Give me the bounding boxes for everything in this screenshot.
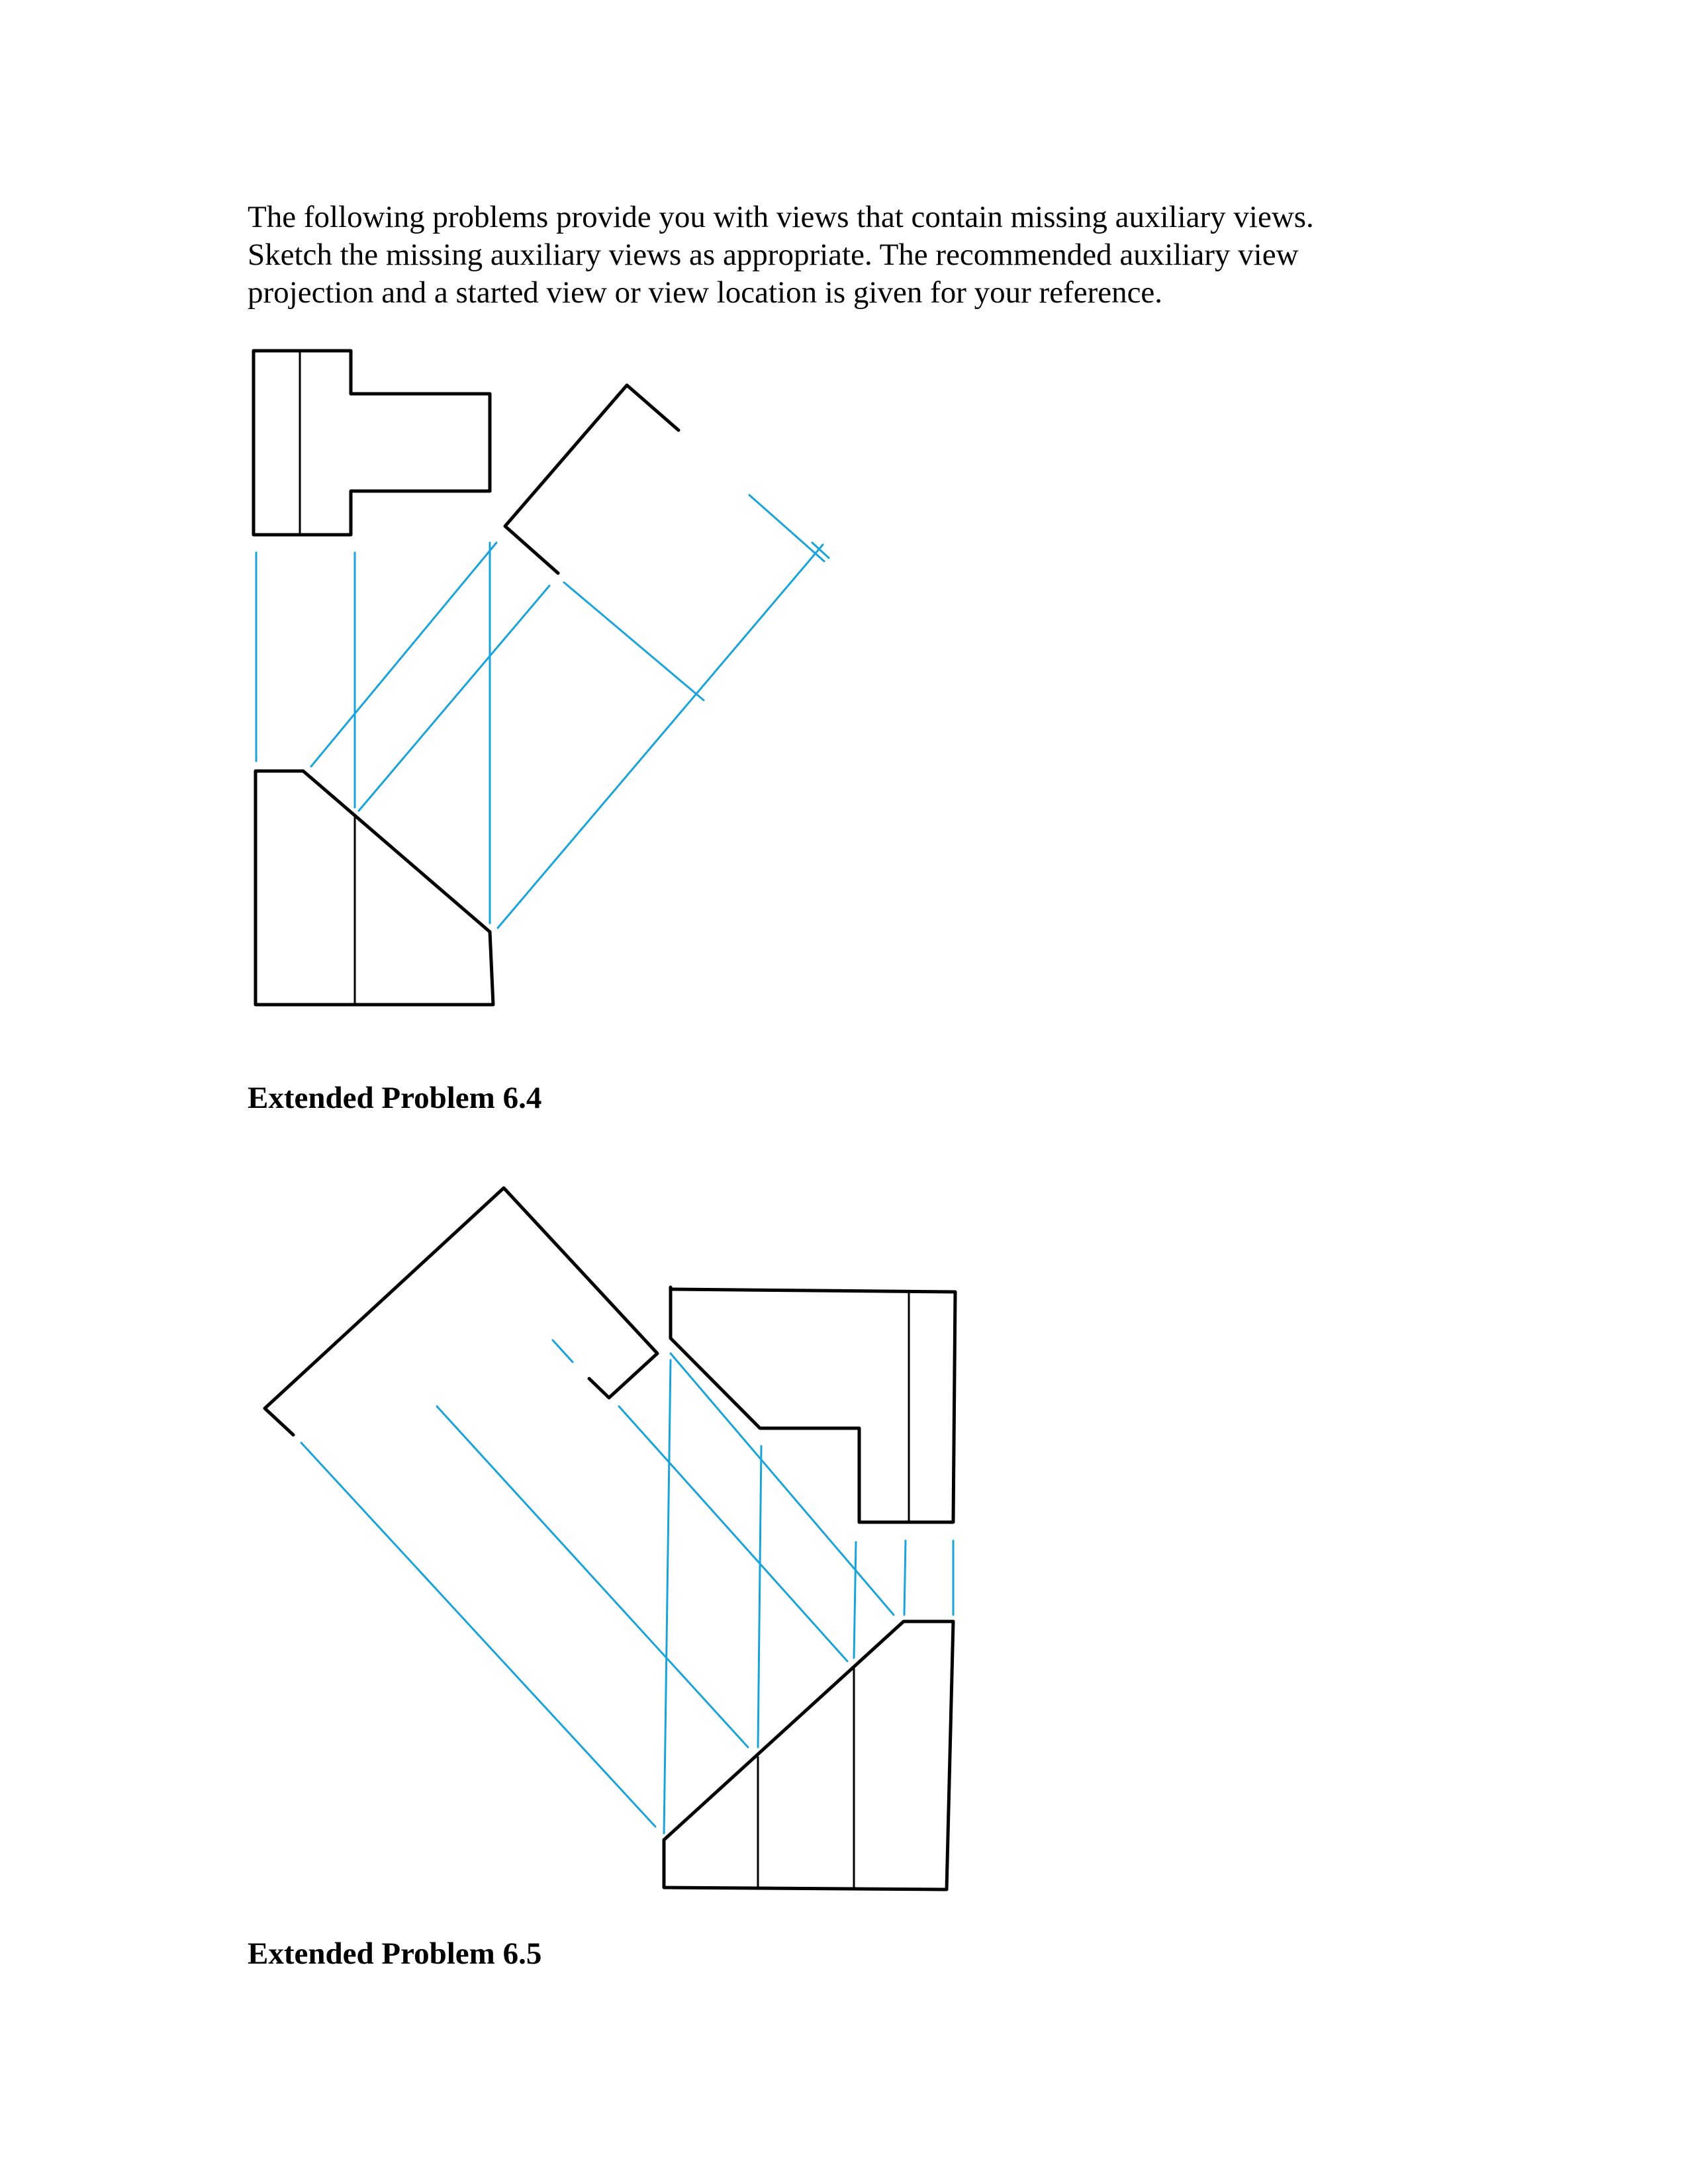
problem-6-5-front-view — [664, 1621, 953, 1889]
projection-line — [904, 1541, 906, 1615]
projection-line — [619, 1406, 847, 1661]
projection-line — [301, 1443, 655, 1827]
problem-6-5-auxiliary-view-start — [265, 1188, 657, 1435]
projection-line — [553, 1340, 573, 1362]
top-view-main-outline — [671, 1289, 955, 1522]
instructions-line-3: projection and a started view or view location is given for your reference. — [248, 275, 1163, 310]
projection-line — [758, 1446, 761, 1747]
projection-line — [664, 1360, 671, 1833]
problem-6-4-caption: Extended Problem 6.4 — [248, 1081, 542, 1115]
instructions-line-1: The following problems provide you with views that contain missing auxiliary views. — [248, 200, 1314, 234]
auxiliary-outline — [265, 1188, 657, 1435]
projection-line — [854, 1542, 856, 1658]
problem-6-5-projection-lines — [301, 1340, 953, 1833]
projection-line — [437, 1406, 748, 1747]
front-view-outline — [664, 1621, 953, 1889]
problem-6-5-caption: Extended Problem 6.5 — [248, 1936, 542, 1971]
instructions-line-2: Sketch the missing auxiliary views as appropriate. The recommended auxiliary view — [248, 238, 1299, 272]
